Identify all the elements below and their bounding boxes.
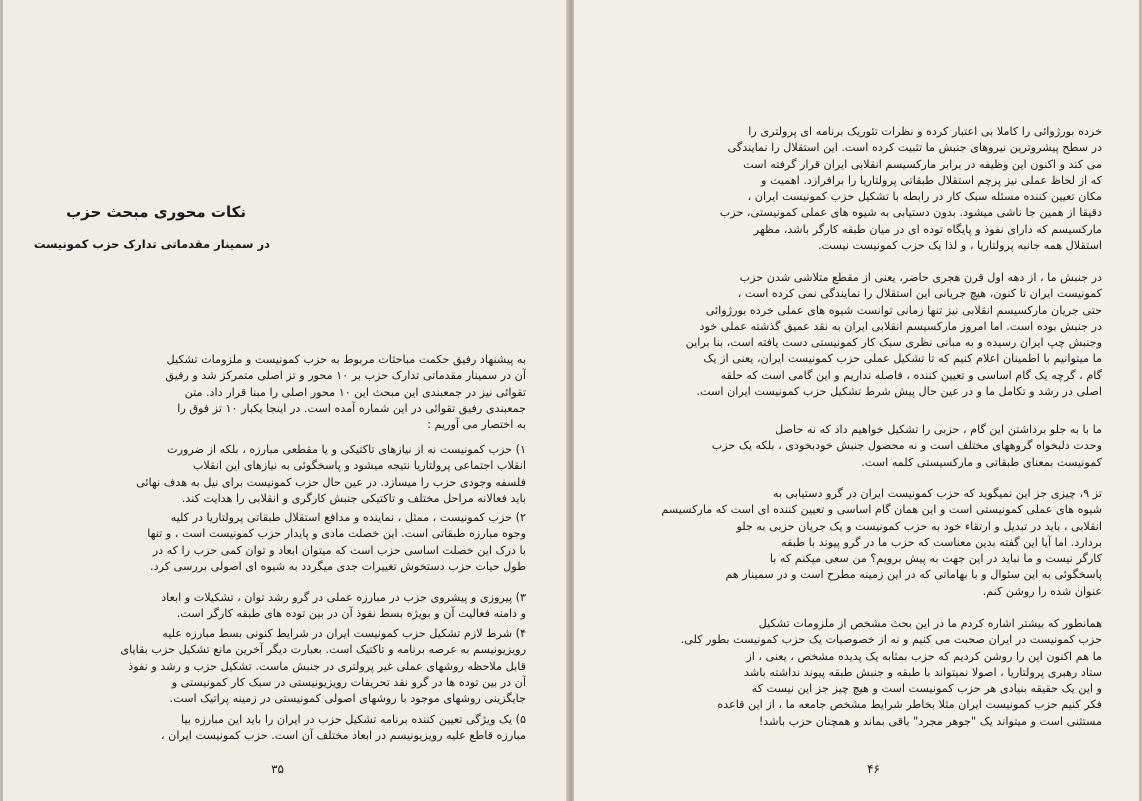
left-para-0	[48, 352, 526, 433]
text-line: انقلاب اجتماعی پرولتاریا نتیجه میشود و پاسخگوئی به نیازهای این انقلاب	[192, 459, 526, 473]
text-line: پاسخگوئی به این سئوال و با بهاماتی که در این زمینه مطرح است و در سمینار هم	[725, 568, 1102, 582]
text-line: طول حیات حزب دستخوش تغییرات جدی میگردد به شیوه ای اصولی بررسی کرد.	[150, 559, 526, 573]
text-line: خرده بورژوائی را کاملا بی اعتبار کرده و نظرات تئوریک برنامه ای پرولتری را	[748, 125, 1102, 138]
text-line: به پیشنهاد رفیق حکمت مباحثات مربوط به حزب کمونیست و ملزومات تشکیل	[166, 353, 526, 366]
text-line: ۲) حزب کمونیست ، ممثل ، نماینده و مدافع استقلال طبقاتی پرولتاریا در کلیه	[170, 511, 526, 524]
text-line: ۳) پیروزی و پیشروی حزب در مبارزه عملی در گرو رشد توان ، تشکیلات و ابعاد	[161, 591, 526, 604]
text-line: عنوان شده را روشن کنم.	[982, 584, 1102, 598]
left-page-number: ۳۵	[271, 762, 284, 776]
text-line: بردارد. اما آیا این گفته بدین معناست که حزب ما در گرو پیوند با طبقه	[781, 535, 1102, 549]
text-line: در جنبش ما ، از دهه اول قرن هجری حاضر، یعنی از مقطع متلاشی شدن حزب	[739, 271, 1102, 284]
right-para-3	[624, 486, 1102, 600]
article-subtitle: در سمینار مقدماتی تدارک حزب کمونیست	[33, 237, 270, 251]
text-line: تز ۹، چیزی جز این نمیگوید که حزب کمونیست ایران در گرو دستیابی به	[772, 487, 1102, 500]
text-line: با درک این خصلت اساسی حزب است که میتوان ابعاد و توان کمی حزب را که در	[152, 543, 526, 557]
text-line: ما با به جلو برداشتن این گام ، حزبی را تشکیل خواهیم داد که نه حاصل	[775, 423, 1102, 436]
text-line: ستاد رهبری پرولتاریا ، اصولا نمیتواند با طبقه و جنبش طبقه پیوند نداشته باشد	[744, 665, 1102, 679]
left-para-5	[48, 712, 526, 745]
left-page	[0, 0, 568, 801]
text-line: انقلابی ، باید در تبدیل و ارتقاء خود به حزب کمونیست و یک جریان حزبی به جلو	[736, 519, 1102, 533]
text-line: ما هم اکنون این را روشن کردیم که حزب بمثابه یک پدیده مشخص ، یعنی ، از	[746, 649, 1102, 663]
text-line: به اختصار می آوریم :	[427, 418, 526, 432]
text-line: مارکسیسم که دارای نفوذ و پایگاه توده ای در میان طبقه کارگر باشد، مظهر	[753, 222, 1102, 236]
text-line: وحدت دلبخواه گروههای مختلف است و نه محصول جنبش خودبخودی ، بلکه یک حزب	[711, 439, 1102, 453]
text-line: حزب کمونیست در ایران صحبت می کنیم و نه از خصوصیات یک حزب کمونیست بطور کلی.	[680, 633, 1102, 647]
right-page-number: ۴۶	[867, 762, 880, 776]
text-line: وجوه مبارزه طبقاتی است. این خصلت مادی و پایدار حزب کمونیست است ، و تنها	[147, 527, 526, 541]
right-para-0	[624, 124, 1102, 254]
text-line: ما میتوانیم با اطمینان اعلام کنیم که تا تشکیل عملی حزب کمونیست ایران، یعنی از یک	[703, 352, 1102, 366]
text-line: وجنبش چپ ایران رسیده و به مبانی نظری سبک کار کمونیستی دست یافته است، بنا براین	[685, 336, 1102, 350]
text-line: شیوه های عملی کمونیستی است و این همان گام اساسی و تعیین کننده ای است که مارکسیسم	[661, 503, 1102, 517]
article-title: نکات محوری مبحث حزب	[66, 203, 246, 221]
text-line: ۱) حزب کمونیست نه از نیازهای تاکتیکی و یا مقطعی مبارزه ، بلکه از ضرورت	[167, 443, 526, 456]
text-line: فلسفه وجودی حزب را میسازد. در عین حال حزب کمونیست برای نیل به هدف نهائی	[136, 475, 526, 489]
text-line: در جنبش بوده است. اما امروز مارکسیسم انقلابی ایران به نقد عمیق گذشته عملی خود	[699, 319, 1102, 333]
text-line: قابل ملاحظه روشهای عملی غیر پرولتری در جنبش ماست. تشکیل حزب و رشد و نفوذ	[128, 659, 526, 673]
text-line: ۵) یک ویژگی تعیین کننده برنامه تشکیل حزب در ایران را باید این مبارزه بیا	[181, 713, 526, 726]
text-line: در سطح پیشروترین نیروهای جنبش ما تثبیت کرده است. این استقلال را نمایندگی	[727, 141, 1102, 155]
text-line: ۴) شرط لازم تشکیل حزب کمونیست ایران در شرایط کنونی بسط مبارزه علیه	[162, 627, 526, 640]
text-line: آن در سمینار مقدماتی تدارک حزب بر ۱۰ محور و تز اصلی متمرکز شد و رفیق	[165, 369, 526, 383]
left-para-2	[48, 510, 526, 575]
text-line: استقلال همه جانبه پرولتاریا ، و لذا یک حزب کمونیست نیست.	[817, 239, 1102, 253]
text-line: فکر کنیم حزب کمونیست ایران مثلا بخاطر شرایط مشخص جامعه ما ، از این قاعده	[717, 698, 1102, 712]
text-line: باید فعالانه مراحل مختلف و تاکتیکی جنبش کارگری و انقلابی را هدایت کند.	[181, 491, 526, 505]
left-para-1	[48, 442, 526, 507]
text-line: تقوائی نیز در جمعبندی این مبحث این ۱۰ محور اصلی را مبنا قرار داد. متن	[184, 385, 526, 399]
text-line: مکان تعیین کننده مسئله سبک کار در رابطه با تشکیل حزب کمونیست ایران ،	[747, 190, 1102, 204]
text-line: می کند و اکنون این وظیفه در برابر مارکسیسم انقلابی ایران قرار گرفته است	[743, 157, 1102, 171]
text-line: کمونیست بمعنای طبقاتی و مارکسیستی کلمه است.	[861, 455, 1102, 469]
text-line: و دامنه فعالیت آن و بویژه بسط نفوذ آن در بین توده های طبقه کارگر است.	[176, 607, 526, 621]
text-line: کمونیست ایران تا کنون، هیچ جریانی این استقلال را نمایندگی نمی کرده است ،	[737, 287, 1102, 301]
right-para-1	[624, 270, 1102, 400]
right-para-4	[624, 616, 1102, 730]
right-page	[574, 0, 1142, 801]
left-para-3	[48, 590, 526, 623]
text-line: و این یک حقیقه بنیادی هر حزب کمونیست است و هیچ چیز جز این نیست که	[751, 682, 1102, 696]
left-page-edge	[0, 0, 3, 801]
text-line: کارگر نیست و ما نباید در این جهت به پیش برویم؟ من سعی میکنم که با	[769, 552, 1102, 566]
text-line: اصلی در رشد و تکامل ما و در عین حال پیش شرط تشکیل حزب کمونیست ایران است.	[696, 385, 1102, 399]
text-line: مستثنی است و میتواند یک "جوهر مجرد" باقی بماند و همچنان حزب باشد!	[758, 714, 1102, 728]
text-line: رویزیونیسم به عرصه برنامه و تاکتیک است. بعبارت دیگر آخرین مانع تشکیل حزب بقایای	[120, 643, 526, 657]
text-line: آن در بین توده ها در گرو نقد تحریفات رویزیونیستی در سبک کار کمونیستی و	[171, 675, 526, 689]
text-line: جمعبندی رفیق تقوائی در این شماره آمده است. در اینجا یکبار ۱۰ تز فوق را	[177, 401, 526, 415]
text-line: که از لحاظ عملی نیز پرچم استقلال طبقاتی پرولتاریا را برافرازد. اهمیت و	[760, 173, 1102, 187]
right-para-2	[624, 422, 1102, 471]
text-line: جایگزینی روشهای موجود با روشهای اصولی کمونیستی در زمینه پراتیک است.	[169, 692, 526, 706]
left-para-4	[48, 626, 526, 707]
text-line: دقیقا از همین جا ناشی میشود. بدون دستیابی به شیوه های عملی کمونیستی، حزب	[719, 206, 1102, 220]
text-line: گام ، گرچه یک گام اساسی و تعیین کننده ، فاصله نداریم و این گامی است که حلقه	[720, 368, 1102, 382]
text-line: حتی جریان مارکسیسم انقلابی نیز تنها زمانی توانست شیوه های عملی خرده بورژوائی	[705, 303, 1102, 317]
text-line: مبارزه قاطع علیه رویزیونیسم در ابعاد مختلف آن است. حزب کمونیست ایران ،	[161, 729, 526, 743]
text-line: همانطور که بیشتر اشاره کردم ما در این بحث مشخص از ملزومات تشکیل	[758, 617, 1102, 630]
